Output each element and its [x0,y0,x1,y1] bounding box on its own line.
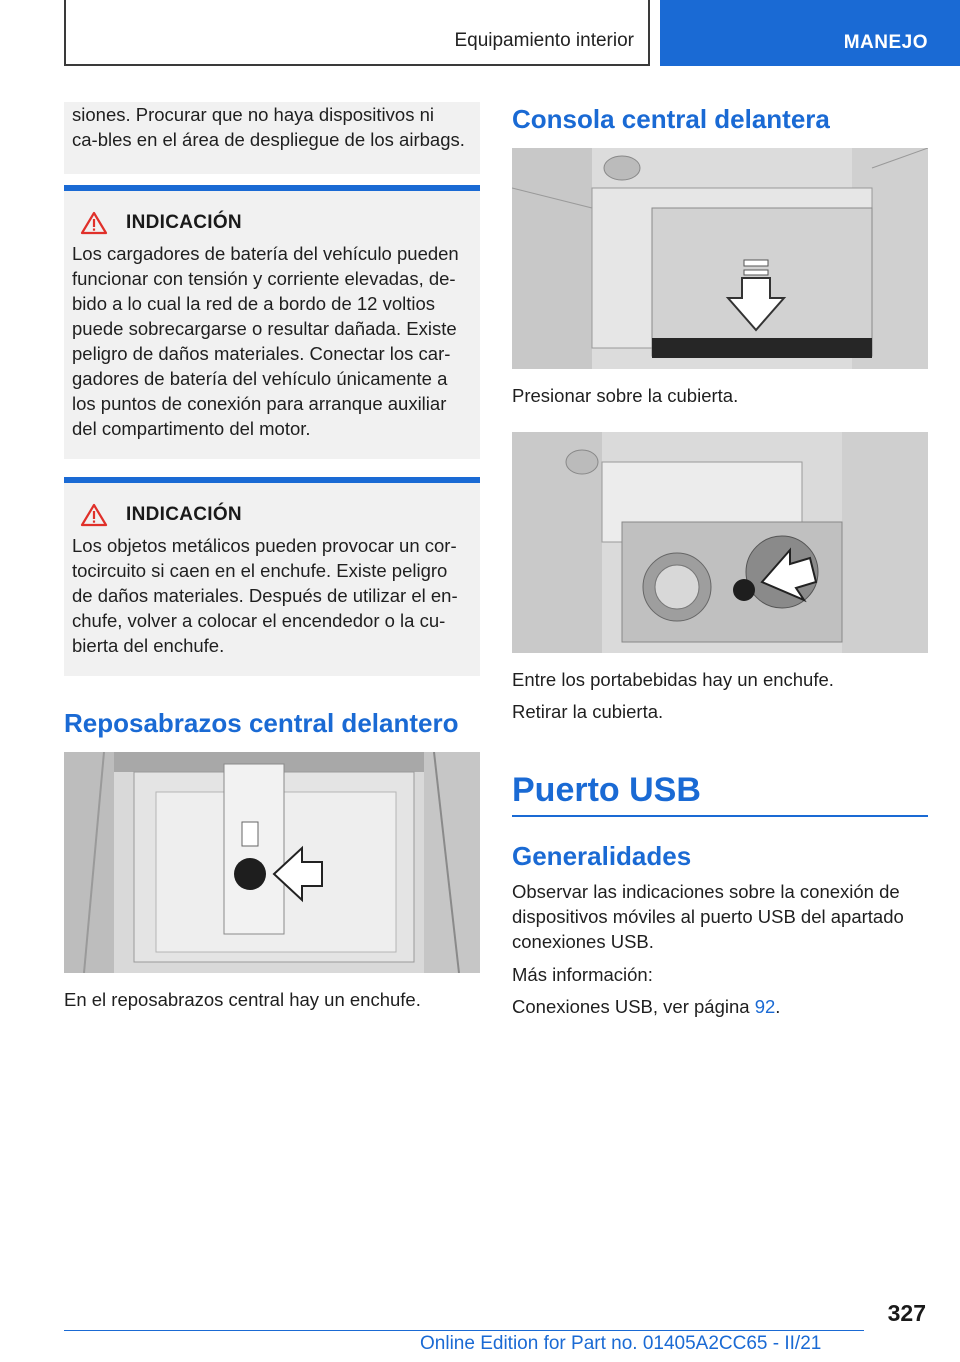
header-section-tab[interactable] [660,0,960,66]
notice-line: puede sobrecargarse o resultar dañada. Existe [72,318,457,339]
notice-line: bido a lo cual la red de a bordo de 12 voltios [72,293,436,314]
header-chapter-title: Equipamiento interior [454,30,634,51]
usb-xref [512,994,928,1019]
console-heading: Consola central delantera [512,104,830,134]
notice-title: INDICACIÓN [126,212,242,233]
notice-line: funcionar con tensión y corriente elevadas, de‑ [72,268,456,289]
notice-box-metal-objects [64,477,480,676]
notice-line: gadores de batería del vehículo únicamente a [72,368,448,389]
usb-heading-rule [512,815,928,817]
footer-rule [64,1330,864,1331]
notice-line: Los objetos metálicos pueden provocar un cor‑ [72,535,457,556]
notice-line: Los cargadores de batería del vehículo pueden [72,243,459,264]
console-caption-remove: Retirar la cubierta. [512,701,664,722]
notice-line: del compartimento del motor. [72,418,311,439]
warning-triangle-icon [80,503,108,527]
console-caption-press: Presionar sobre la cubierta. [512,385,739,406]
header-chapter-box [64,0,650,66]
notice-line: de daños materiales. Después de utilizar el en‑ [72,585,458,606]
notice-line: peligro de daños materiales. Conectar los car‑ [72,343,451,364]
usb-xref-page-link[interactable]: 92 [754,996,776,1017]
armrest-caption: En el reposabrazos central hay un enchufe. [64,989,421,1010]
console-caption-socket: Entre los portabebidas hay un enchufe. [512,669,834,690]
notice-line: los puntos de conexión para arranque auxiliar [72,393,447,414]
usb-more-info: Más información: [512,964,653,985]
notice-line: bierta del enchufe. [72,635,225,656]
console-cover-photo [512,148,928,369]
usb-paragraph [512,879,928,954]
page-number: 327 [887,1300,926,1326]
usb-xref-text: Conexiones USB, ver página [512,996,755,1017]
notice-title: INDICACIÓN [126,504,242,525]
notice-line: tocircuito si caen en el enchufe. Existe peligro [72,560,448,581]
notice-box-charger [64,185,480,459]
usb-heading: Puerto USB [512,771,701,809]
usb-line: Observar las indicaciones sobre la conexión de [512,881,900,902]
usb-line: dispositivos móviles al puerto USB del apartado [512,906,904,927]
usb-subheading: Generalidades [512,841,692,871]
armrest-heading: Reposabrazos central delantero [64,708,459,738]
continued-text: siones. Procurar que no haya dispositivos ni ca‑bles en el área de despliegue de los airbags. [72,104,465,150]
footer-edition: Online Edition for Part no. 01405A2CC65 - II/21 [420,1333,822,1354]
notice-line: chufe, volver a colocar el encendedor o la cu‑ [72,610,446,631]
warning-triangle-icon [80,211,108,235]
armrest-socket-photo [64,752,480,973]
usb-line: conexiones USB. [512,931,654,952]
header-section-label: MANEJO [843,32,928,53]
usb-xref-suffix: . [775,996,781,1017]
continued-text-box [64,102,480,174]
console-socket-photo [512,432,928,653]
